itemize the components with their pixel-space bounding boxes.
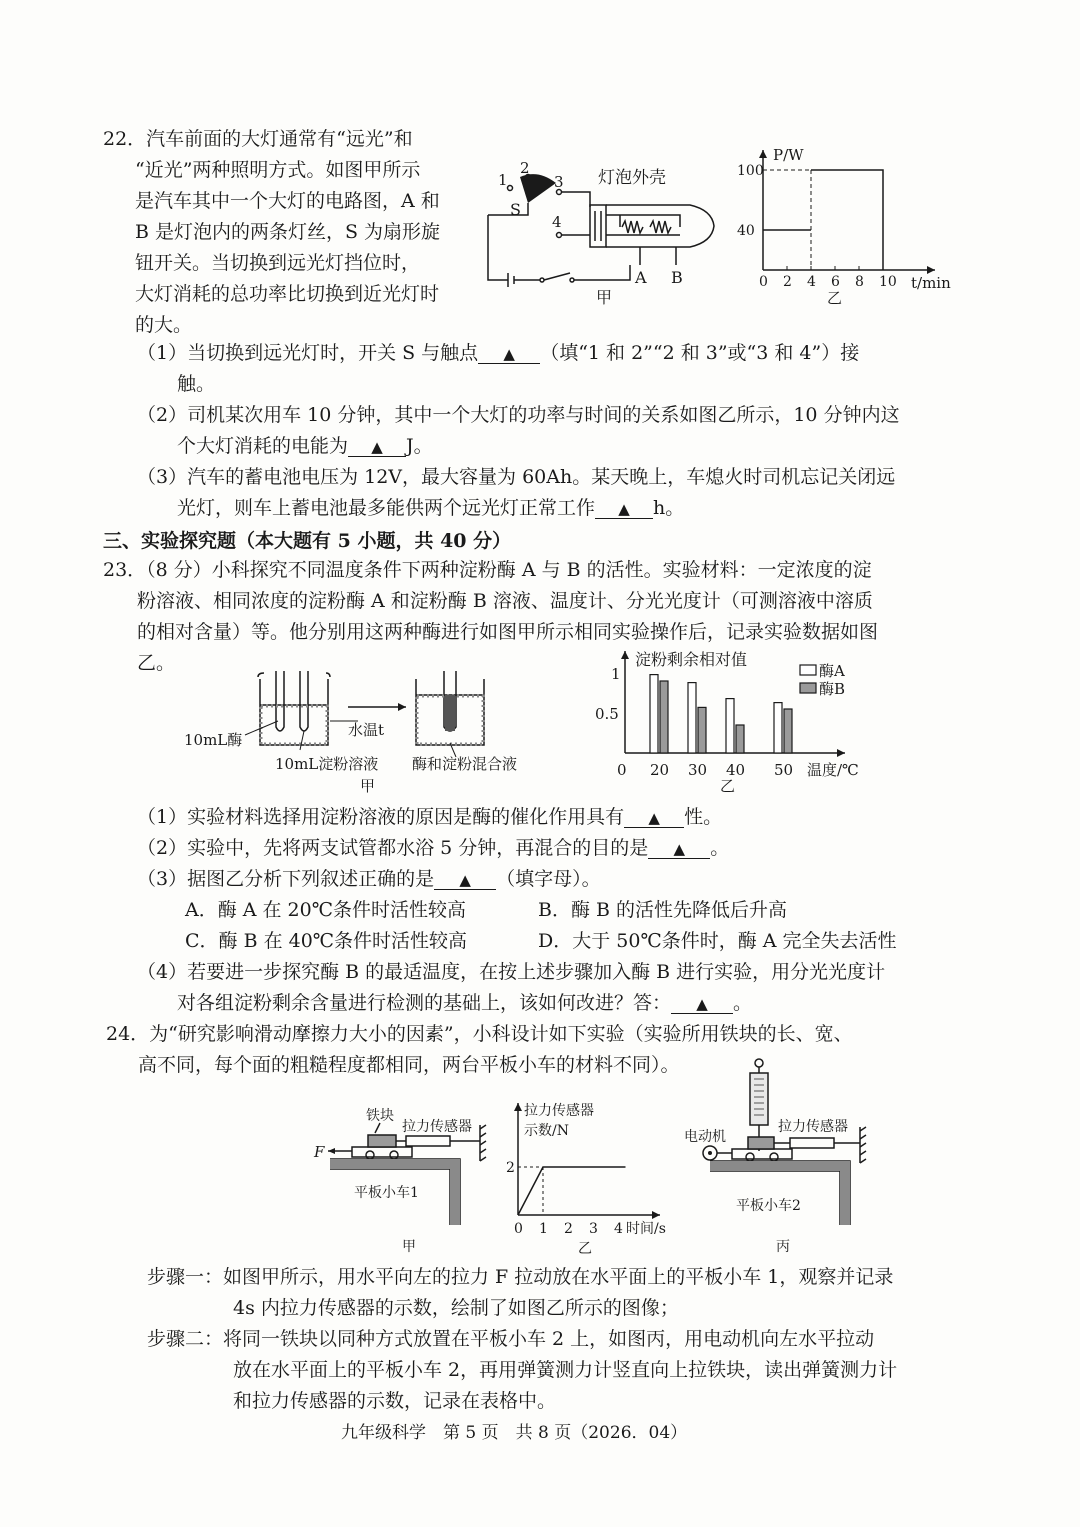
chart-caption: 乙 [827, 289, 843, 307]
cart2-label: 平板小车2 [736, 1198, 801, 1214]
filament-b-label: B [671, 268, 683, 287]
q23-part2 [137, 837, 729, 859]
x-tick-label: 20 [650, 761, 670, 779]
bar-b [660, 681, 668, 753]
q23-stem-line: 粉溶液、相同浓度的淀粉酶 A 和淀粉酶 B 溶液、温度计、分光光度计（可测溶液中溶质 [137, 590, 873, 612]
q22-part2-cont [177, 435, 433, 457]
q23-stem-line: 的相对含量）等。他分别用这两种酶进行如图甲所示相同实验操作后，记录实验数据如图 [137, 621, 879, 643]
force-rise-line [518, 1167, 543, 1215]
bar-b [736, 725, 744, 753]
legend-swatch [800, 665, 816, 675]
figure-caption: 甲 [402, 1239, 416, 1255]
x-axis-arrow [652, 1211, 660, 1219]
q22-stem-line: B 是灯泡内的两条灯丝，S 为扇形旋 [135, 221, 441, 243]
y-axis-arrow [514, 1103, 522, 1111]
q24-stem-line: 高不同，每个面的粗糙程度都相同，两台平板小车的材料不同）。 [138, 1054, 680, 1076]
q24-step2-cont: 放在水平面上的平板小车 2，再用弹簧测力计竖直向上拉铁块，读出弹簧测力计 [233, 1359, 898, 1381]
q24-step1-cont: 4s 内拉力传感器的示数，绘制了如图乙所示的图像； [233, 1297, 679, 1319]
figure-caption: 甲 [360, 777, 376, 795]
bar-a [774, 703, 782, 753]
x-tick-label: 8 [855, 274, 864, 290]
x-tick-label: 40 [726, 761, 746, 779]
q23-part3-text: （3）据图乙分析下列叙述正确的是 [137, 868, 435, 890]
q24-step2: 步骤二：将同一铁块以同种方式放置在平板小车 2 上，如图丙，用电动机向左水平拉动 [147, 1328, 875, 1350]
q22-stem-line: 大灯消耗的总功率比切换到近光灯时 [135, 283, 440, 305]
section-3-heading: 三、实验探究题（本大题有 5 小题，共 40 分） [103, 530, 512, 552]
force-f-label: F [314, 1143, 325, 1161]
y-tick-label: 2 [506, 1160, 515, 1176]
x-tick-label: 2 [783, 274, 792, 290]
block-label: 铁块 [366, 1108, 394, 1124]
q24-step2-cont: 和拉力传感器的示数，记录在表格中。 [233, 1390, 557, 1412]
y-axis-label: P/W [773, 146, 804, 164]
y-axis-arrow [759, 150, 767, 158]
x-tick-label: 0 [759, 274, 768, 290]
starch-label: 10mL淀粉溶液 [275, 755, 379, 773]
q23-part2-text: （2）实验中，先将两支试管都水浴 5 分钟，再混合的目的是 [137, 837, 649, 859]
answer-blank[interactable]: ▲ [478, 345, 540, 364]
x-tick-label: 30 [688, 761, 708, 779]
chart-title: 淀粉剩余相对值 [635, 650, 748, 669]
q23-part3 [137, 868, 601, 890]
chart-caption: 乙 [578, 1241, 592, 1257]
circuit-caption: 甲 [596, 288, 613, 307]
q23-part4-cont [177, 992, 752, 1014]
q24-step1: 步骤一：如图甲所示，用水平向左的拉力 F 拉动放在水平面上的平板小车 1，观察并记录 [147, 1266, 894, 1288]
q22-part3-text: 光灯，则车上蓄电池最多能供两个远光灯正常工作 [177, 497, 596, 519]
bar-b [698, 707, 706, 753]
q23-part1-tail: 性。 [684, 806, 723, 828]
x-tick-label: 50 [774, 761, 794, 779]
filament-a-label: A [635, 268, 647, 287]
enzyme-label: 10mL酶 [184, 731, 243, 749]
q23-part4: （4）若要进一步探究酶 B 的最适温度，在按上述步骤加入酶 B 进行实验，用分光光度计 [137, 961, 886, 983]
motor-label: 电动机 [684, 1129, 726, 1145]
option-a: A．酶 A 在 20℃条件时活性较高 [185, 899, 466, 921]
q22-power-chart [735, 140, 955, 305]
answer-blank[interactable]: ▲ [595, 500, 653, 519]
q24-force-chart [500, 1095, 680, 1257]
x-axis-label: 温度/℃ [807, 761, 859, 779]
mixture-label: 酶和淀粉混合液 [412, 755, 518, 773]
q22-part2: （2）司机某次用车 10 分钟，其中一个大灯的功率与时间的关系如图乙所示，10 分钟内这 [137, 404, 900, 426]
q23-part2-tail: 。 [710, 837, 730, 859]
sensor-label: 拉力传感器 [402, 1119, 472, 1135]
q23-stem-line: 23．（8 分）小科探究不同温度条件下两种淀粉酶 A 与 B 的活性。实验材料：一定浓度的淀 [103, 559, 872, 581]
contact-4-label: 4 [552, 213, 562, 231]
q24-figure-jia [310, 1105, 500, 1255]
q22-part3-cont [177, 497, 684, 519]
legend-label: 酶B [819, 680, 846, 698]
q22-part3: （3）汽车的蓄电池电压为 12V，最大容量为 60Ah。某天晚上，车熄火时司机忘记关闭远 [137, 466, 896, 488]
page-footer: 九年级科学 第 5 页 共 8 页（2026．04） [341, 1423, 688, 1443]
q23-bar-chart [595, 645, 885, 795]
q22-stem-line: 是汽车其中一个大灯的电路图，A 和 [135, 190, 440, 212]
y-tick-label: 1 [611, 665, 621, 683]
x-tick-label: 4 [614, 1221, 623, 1237]
answer-blank[interactable]: ▲ [434, 871, 496, 890]
q23-part4-tail: 。 [733, 992, 753, 1014]
q23-stem-line: 乙。 [137, 652, 176, 674]
q22-stem-line: 的大。 [135, 314, 193, 336]
contact-1-label: 1 [498, 171, 508, 189]
q22-circuit-diagram [480, 155, 730, 305]
water-temp-label: 水温t [348, 721, 385, 739]
q22-stem-line: 22．汽车前面的大灯通常有“远光”和 [103, 128, 413, 150]
q23-part3-tail: （填字母）。 [496, 868, 601, 890]
q24-stem-line: 24．为“研究影响滑动摩擦力大小的因素”，小科设计如下实验（实验所用铁块的长、宽、 [106, 1023, 853, 1045]
y-axis-label: 示数/N [524, 1123, 569, 1139]
q23-part1-text: （1）实验材料选择用淀粉溶液的原因是酶的催化作用具有 [137, 806, 625, 828]
q23-part1 [137, 806, 722, 828]
x-tick-label: 6 [831, 274, 840, 290]
q24-figure-bing [680, 1055, 880, 1255]
x-tick-label: 1 [539, 1221, 548, 1237]
contact-2-label: 2 [520, 159, 530, 177]
x-tick-label: 3 [589, 1221, 598, 1237]
legend-swatch [800, 683, 816, 693]
y-tick-label: 100 [737, 163, 764, 179]
q22-part2-unit: J。 [406, 435, 433, 457]
cart1-label: 平板小车1 [354, 1185, 419, 1201]
switch-s-label: S [510, 200, 521, 219]
q22-part1-cont: 触。 [177, 373, 216, 395]
x-tick-label: 0 [514, 1221, 523, 1237]
legend-label: 酶A [819, 662, 845, 680]
q22-part3-unit: h。 [653, 497, 685, 519]
x-axis-label: 时间/s [626, 1221, 666, 1237]
option-b: B．酶 B 的活性先降低后升高 [538, 899, 788, 921]
x-axis-arrow [837, 749, 845, 757]
y-tick-label: 0.5 [595, 705, 619, 723]
option-d: D．大于 50℃条件时，酶 A 完全失去活性 [538, 930, 897, 952]
x-axis-arrow [927, 266, 935, 274]
contact-3-label: 3 [554, 173, 564, 191]
y-axis-arrow [621, 651, 629, 659]
power-segment-high [811, 170, 883, 270]
option-c: C．酶 B 在 40℃条件时活性较高 [185, 930, 468, 952]
q22-part1-text-b: （填“1 和 2”“2 和 3”或“3 和 4”）接 [540, 342, 860, 364]
q22-part2-text: 个大灯消耗的电能为 [177, 435, 349, 457]
q23-part4-text: 对各组淀粉剩余含量进行检测的基础上，该如何改进？答： [177, 992, 672, 1014]
x-tick-label: 2 [564, 1221, 573, 1237]
q22-stem-line: 钮开关。当切换到远光灯挡位时， [135, 252, 421, 274]
y-axis-label: 拉力传感器 [524, 1103, 594, 1119]
x-axis-label: t/min [911, 274, 951, 292]
q22-part1 [137, 342, 859, 364]
origin-label: 0 [617, 761, 627, 779]
q22-part1-text: （1）当切换到远光灯时，开关 S 与触点 [137, 342, 479, 364]
q22-stem-line: “近光”两种照明方式。如图甲所示 [135, 159, 421, 181]
answer-blank[interactable]: ▲ [648, 840, 710, 859]
answer-blank[interactable]: ▲ [671, 995, 733, 1014]
sensor-label: 拉力传感器 [778, 1119, 848, 1135]
x-tick-label: 4 [807, 274, 816, 290]
bar-a [650, 675, 658, 753]
figure-caption: 丙 [776, 1239, 790, 1255]
bar-a [688, 683, 696, 753]
bar-b [784, 709, 792, 753]
q23-experiment-figure [180, 665, 580, 795]
x-tick-label: 10 [879, 274, 897, 290]
bulb-shell-label: 灯泡外壳 [598, 168, 666, 188]
y-tick-label: 40 [737, 223, 755, 239]
answer-blank[interactable]: ▲ [624, 809, 684, 828]
answer-blank[interactable]: ▲ [348, 438, 406, 457]
chart-caption: 乙 [720, 777, 736, 795]
bar-a [726, 699, 734, 753]
